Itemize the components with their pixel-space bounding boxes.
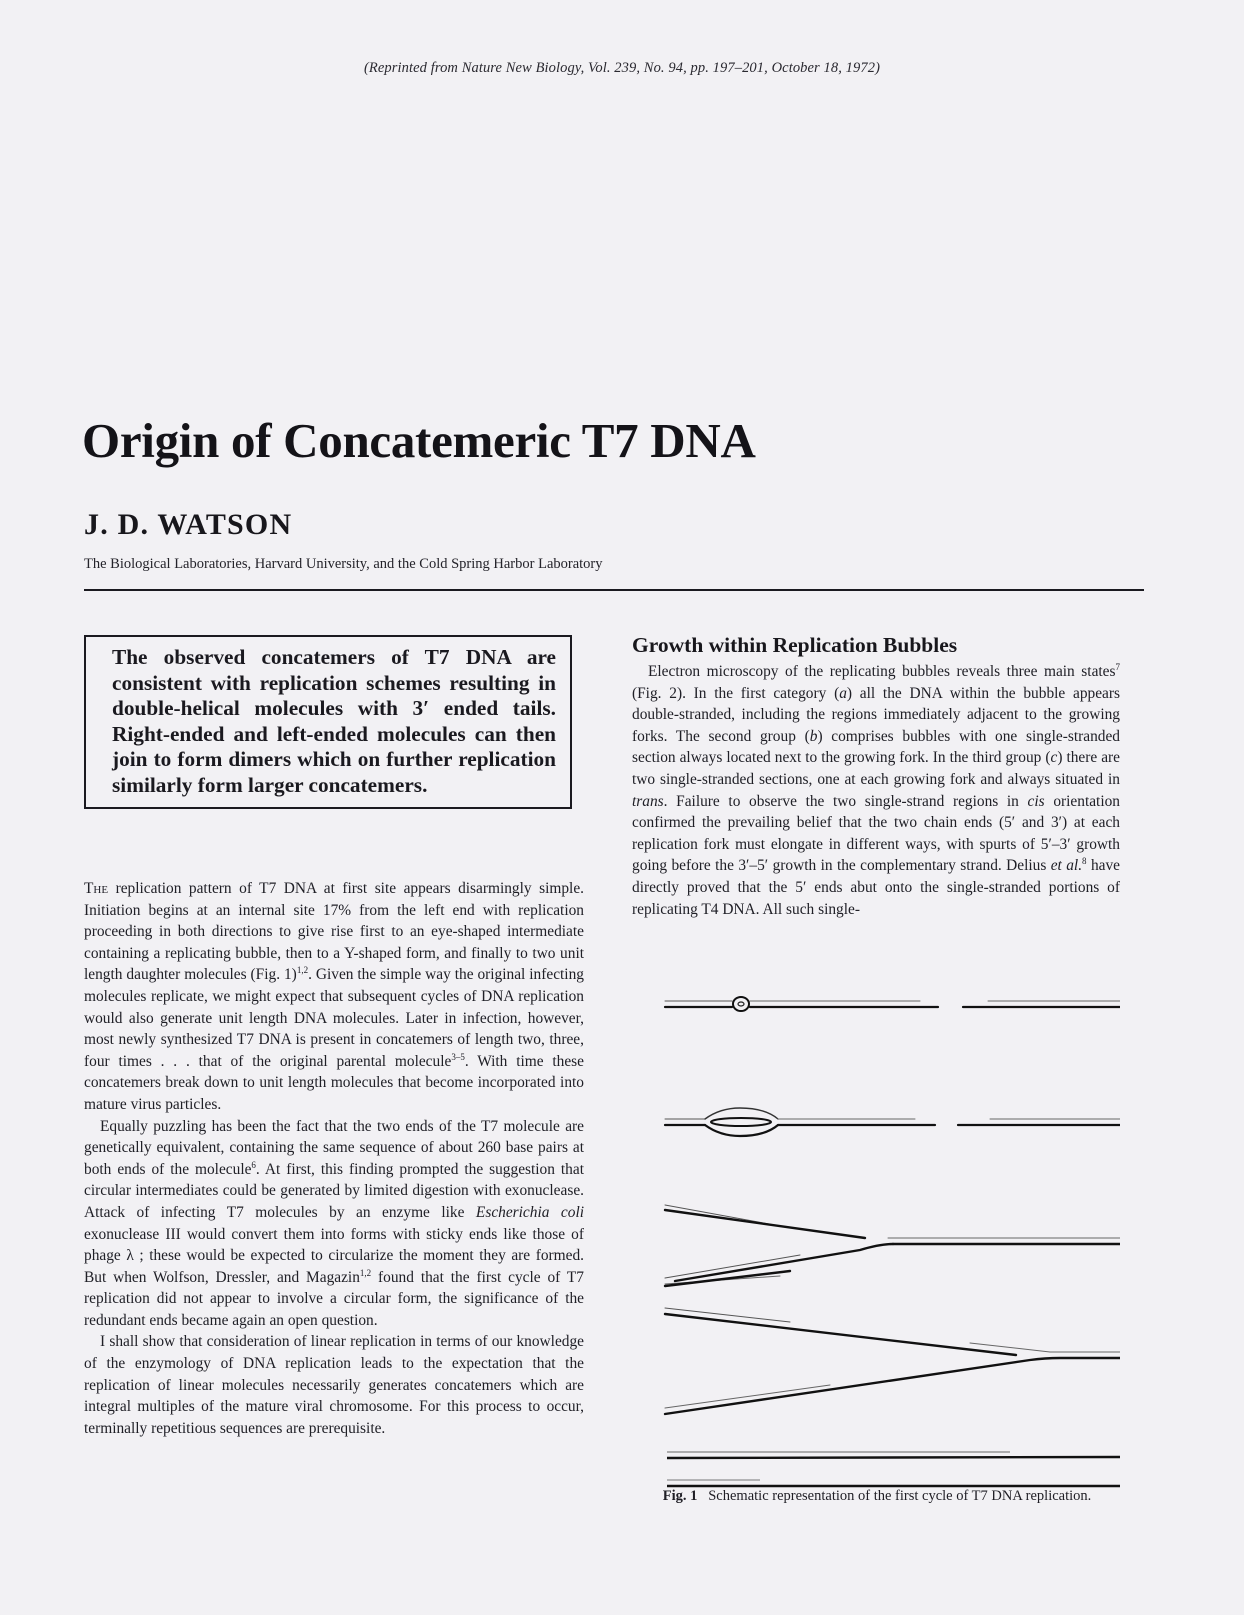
stage-expanded-bubble [665, 1108, 1120, 1136]
figure-caption [630, 1488, 1124, 1505]
citation: 1,2 [296, 965, 309, 976]
section-heading: Growth within Replication Bubbles [632, 633, 958, 657]
lead-word: The [84, 880, 109, 897]
author-affiliation: The Biological Laboratories, Harvard University, and the Cold Spring Harbor Laboratory [84, 556, 603, 572]
text-run: Electron microscopy of the replicating bubbles reveals three main states [648, 663, 1116, 680]
text-run: replication pattern of T7 DNA at first site appears disarmingly simple. Initiation begins at an internal site 17% from the left end with replication proceeding in both directions to give rise first to an eye-shaped intermediate containing a replicating bubble, then to a Y-shaped form, and finally to two unit length daughter molecules (Fig. 1) [84, 880, 584, 984]
italic-term: et al. [1050, 857, 1083, 875]
text-run: ) comprises bubbles with one single-stranded section always located next to the growing fork. In the third group ( [632, 727, 1120, 767]
article-title: Origin of Concatemeric T7 DNA [82, 413, 756, 468]
figure-label: Fig. 1 [662, 1488, 698, 1504]
paragraph [84, 1116, 584, 1332]
text-run: exonuclease III would convert them into forms with sticky ends like those of phage λ ; these would be expected to circularize the moment they are formed. But when Wolfson, Dressler, and Magazin [84, 1225, 584, 1286]
figure-1-diagram [640, 968, 1120, 1468]
text-run: . At first, this finding prompted the suggestion that circular intermediates could be generated by limited digestion with exonuclease. Attack of infecting T7 molecules by an enzyme like [84, 1160, 584, 1221]
italic-term: cis [1027, 792, 1045, 810]
italic-term: b [809, 727, 818, 745]
citation: 7 [1115, 661, 1120, 672]
right-column [632, 632, 1120, 920]
author-name: J. D. WATSON [84, 508, 293, 541]
italic-term: c [1050, 749, 1058, 767]
stage-y-shaped-form [665, 1205, 1120, 1286]
italic-term: trans [632, 792, 664, 810]
citation: 6 [251, 1159, 256, 1170]
left-column [84, 878, 584, 1439]
text-run: (Fig. 2). In the first category ( [632, 684, 840, 702]
paragraph [84, 878, 584, 1116]
abstract-text: The observed concatemers of T7 DNA are consistent with replication schemes resulting in double-helical molecules with 3′ ended tails. Right-ended and left-ended molecules can then join to form dimers which on further replication similarly form larger concatemers. [112, 645, 556, 797]
text-run: . With time these concatemers break down to unit length molecules that become incorporated into mature virus particles. [84, 1052, 585, 1113]
stage-late-y-shaped-form [665, 1308, 1120, 1414]
text-run: have directly proved that the 5′ ends abut onto the single-stranded portions of replicating T4 DNA. All such single- [632, 857, 1120, 918]
header-rule [84, 589, 1144, 591]
stage-initiation-bubble [665, 997, 1120, 1011]
abstract-box [84, 635, 572, 809]
caption-text: Schematic representation of the first cycle of T7 DNA replication. [708, 1488, 1092, 1504]
text-run: orientation confirmed the prevailing belief that the two chain ends (5′ and 3′) at each replication fork must elongate in different ways, with spurts of 5′–3′ growth going before the 3′–5′ growth in the complementary strand. Delius [632, 792, 1120, 875]
paragraph [632, 661, 1120, 920]
citation: 3–5 [451, 1051, 465, 1062]
citation: 1,2 [359, 1267, 372, 1278]
text-run: found that the first cycle of T7 replication did not appear to involve a circular form, the significance of the redundant ends became again an open question. [84, 1268, 585, 1329]
text-run: ) all the DNA within the bubble appears double-stranded, including the regions immediately adjacent to the growing forks. The second group ( [632, 684, 1120, 745]
text-run: . Given the simple way the original infecting molecules replicate, we might expect that subsequent cycles of DNA replication would also generate unit length DNA molecules. Later in infection, however, most newly synthesized T7 DNA is present in concatemers of length two, three, four times . . . that of the original parental molecule [84, 966, 584, 1070]
text-run: . Failure to observe the two single-strand regions in [663, 792, 1028, 810]
reprint-note: (Reprinted from Nature New Biology, Vol. 239, No. 94, pp. 197–201, October 18, 1972) [364, 60, 880, 76]
citation: 8 [1082, 856, 1087, 867]
species-name: Escherichia coli [475, 1203, 584, 1221]
paragraph: I shall show that consideration of linear replication in terms of our knowledge of the enzymology of DNA replication leads to the expectation that the replication of linear molecules necessarily generates concatemers which are integral multiples of the mature viral chromosome. For this process to occur, terminally repetitious sequences are prerequisite. [84, 1333, 584, 1437]
italic-term: a [839, 684, 847, 702]
daughter-molecule-lines [640, 1450, 1120, 1490]
text-run: ) there are two single-stranded sections, one at each growing fork and always situated in [632, 749, 1120, 788]
text-run: Equally puzzling has been the fact that the two ends of the T7 molecule are genetically equivalent, containing the same sequence of about 260 base pairs at both ends of the molecule [84, 1117, 584, 1178]
